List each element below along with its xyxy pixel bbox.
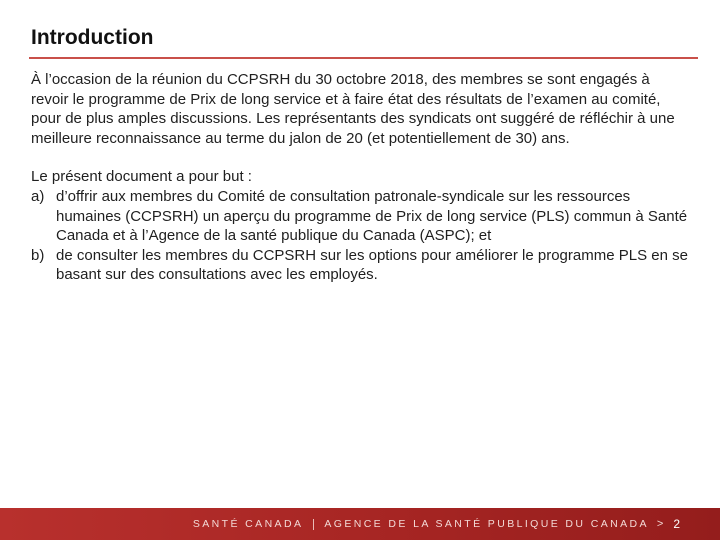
list-marker: b) bbox=[31, 246, 45, 264]
page-title: Introduction bbox=[31, 26, 154, 49]
list-marker: a) bbox=[31, 187, 45, 205]
title-divider bbox=[29, 57, 698, 59]
list-item bbox=[31, 187, 691, 246]
footer-org-health-canada: SANTÉ CANADA bbox=[192, 518, 304, 530]
slide-body bbox=[31, 70, 691, 285]
purpose-list bbox=[31, 187, 691, 285]
chevron-right-icon: > bbox=[656, 518, 664, 530]
list-item-text: de consulter les membres du CCPSRH sur les options pour améliorer le programme PLS en se basant sur des consultations avec les employés. bbox=[56, 246, 688, 284]
intro-paragraph: À l’occasion de la réunion du CCPSRH du 30 octobre 2018, des membres se sont engagés à revoir le programme de Prix de long service et à faire état des résultats de l’examen au comité, pour de plus amples discussions. Les représentants des syndicats ont suggéré de réfléchir à une meilleure reconnaissance au terme du jalon de 20 (et potentiellement de 30) ans. bbox=[31, 71, 675, 147]
purpose-lead: Le présent document a pour but : bbox=[31, 168, 252, 186]
list-item-text: d’offrir aux membres du Comité de consultation patronale-syndicale sur les ressources humaines (CCPSRH) un aperçu du programme de Prix de long service (PLS) commun à Santé Canada et à l’Agence de la santé publique du Canada (ASPC); et bbox=[56, 187, 688, 245]
page-number: 2 bbox=[673, 517, 680, 531]
footer-org-phac: AGENCE DE LA SANTÉ PUBLIQUE DU CANADA bbox=[324, 518, 649, 530]
footer-divider bbox=[313, 519, 314, 530]
list-item bbox=[31, 246, 691, 285]
footer-bar bbox=[0, 508, 720, 540]
